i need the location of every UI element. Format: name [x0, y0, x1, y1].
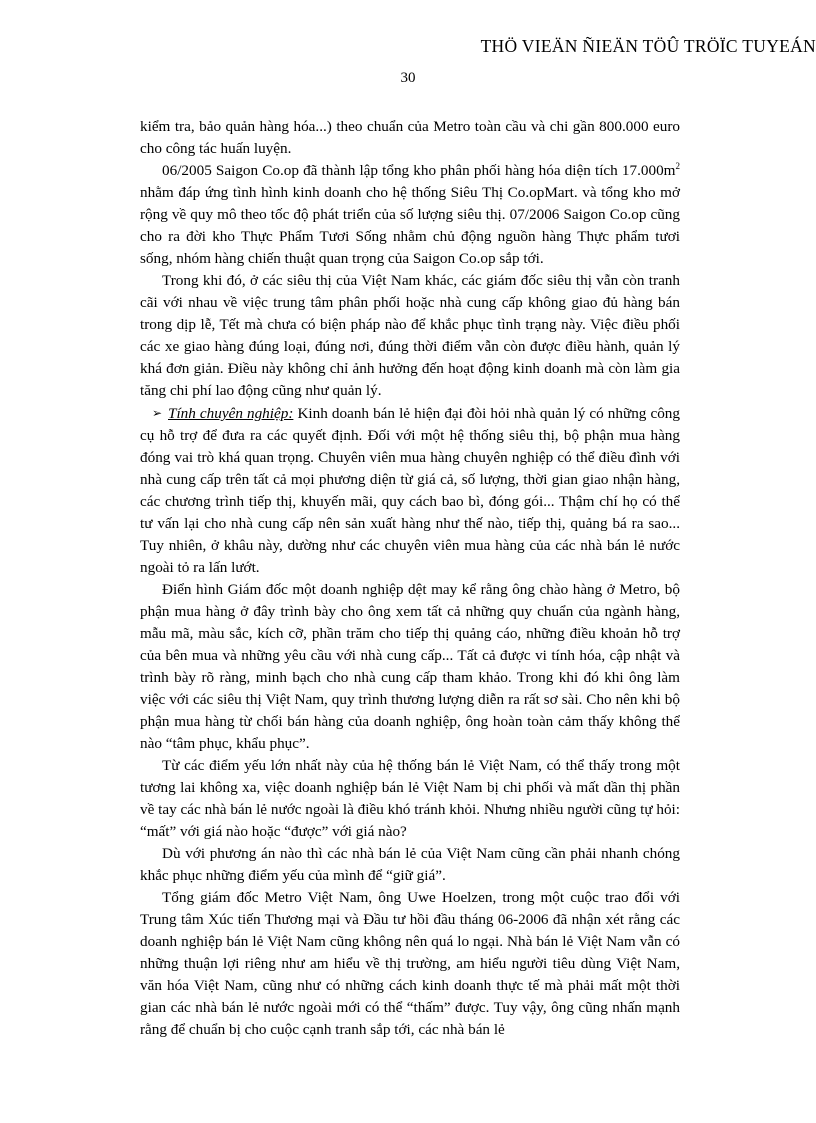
paragraph-3: Trong khi đó, ở các siêu thị của Việt Nam khác, các giám đốc siêu thị vẫn còn tranh cãi với nhau về việc trung tâm phân phối hoặc nhà cung cấp không giao đủ hàng bán trong dịp lễ, Tết mà chưa có biện pháp nào để khắc phục tình trạng này. Việc điều phối các xe giao hàng đúng loại, đúng nơi, đúng thời điểm vẫn còn được điều hành, quản lý khá đơn giản. Điều này không chỉ ảnh hưởng đến hoạt động kinh doanh mà còn làm gia tăng chi phí lao động cũng như quản lý.: [140, 272, 680, 399]
document-body: [140, 116, 680, 1041]
bullet-paragraph: [140, 402, 680, 579]
bullet-term: Tính chuyên nghiệp:: [168, 405, 294, 422]
paragraph-5: Điển hình Giám đốc một doanh nghiệp dệt may kể rằng ông chào hàng ở Metro, bộ phận mua hàng ở đây trình bày cho ông xem tất cả những quy chuẩn của ngành hàng, mẫu mã, màu sắc, kích cỡ, phần trăm cho tiếp thị quảng cáo, những điều khoản hỗ trợ của bên mua và những yêu cầu với nhà cung cấp... Tất cả được vi tính hóa, cập nhật và trình bày rõ ràng, minh bạch cho nhà cung cấp tham khảo. Trong khi đó khi ông làm việc với các siêu thị Việt Nam, quy trình thương lượng diễn ra rất sơ sài. Cho nên khi bộ phận mua hàng từ chối bán hàng của doanh nghiệp, ông hoàn toàn cảm thấy không thể nào “tâm phục, khẩu phục”.: [140, 581, 680, 752]
page-number: 30: [400, 70, 416, 86]
paragraph-2-text-b: nhằm đáp ứng tình hình kinh doanh cho hệ thống Siêu Thị Co.opMart. và tổng kho mở rộng về quy mô theo tốc độ phát triển của số lượng siêu thị. 07/2006 Saigon Co.op cũng cho ra đời kho Thực Phẩm Tươi Sống nhằm chủ động nguồn hàng Thực phẩm tươi sống, nhóm hàng chiến thuật quan trọng của Saigon Co.op sắp tới.: [140, 184, 680, 267]
paragraph-8: Tổng giám đốc Metro Việt Nam, ông Uwe Hoelzen, trong một cuộc trao đổi với Trung tâm Xúc tiến Thương mại và Đầu tư hồi đầu tháng 06-2006 đã nhận xét rằng các doanh nghiệp bán lẻ Việt Nam cũng không nên quá lo ngại. Nhà bán lẻ Việt Nam vẫn có những thuận lợi riêng như am hiểu về thị trường, am hiểu người tiêu dùng Việt Nam, văn hóa Việt Nam, cũng như có những cách kinh doanh thực tế mà phải mất một thời gian các nhà bán lẻ nước ngoài mới có thể “thấm” được. Tuy vậy, ông cũng nhấn mạnh rằng để chuẩn bị cho cuộc cạnh tranh sắp tới, các nhà bán lẻ: [140, 889, 680, 1038]
bullet-text: Kinh doanh bán lẻ hiện đại đòi hỏi nhà quản lý có những công cụ hỗ trợ để đưa ra các quyết định. Đối với một hệ thống siêu thị, bộ phận mua hàng đóng vai trò khá quan trọng. Chuyên viên mua hàng chuyên nghiệp có thể điều đình với nhà cung cấp trên tất cả mọi phương diện từ giá cả, số lượng, thời gian giao nhận hàng, các chương trình tiếp thị, khuyến mãi, quy cách bao bì, đóng gói... Thậm chí họ có thể tư vấn lại cho nhà cung cấp nên sản xuất hàng như thế nào, tiếp thị, quảng bá ra sao... Tuy nhiên, ở khâu này, dường như các chuyên viên mua hàng của các nhà bán lẻ nước ngoài tỏ ra lấn lướt.: [140, 405, 680, 576]
superscript-2: 2: [675, 160, 680, 171]
paragraph-2-text-a: 06/2005 Saigon Co.op đã thành lập tổng kho phân phối hàng hóa diện tích 17.000m: [162, 162, 676, 179]
paragraph-2: [140, 160, 680, 270]
paragraph-1: kiểm tra, bảo quản hàng hóa...) theo chuẩn của Metro toàn cầu và chi gần 800.000 euro cho công tác huấn luyện.: [140, 118, 680, 157]
paragraph-6: Từ các điểm yếu lớn nhất này của hệ thống bán lẻ Việt Nam, có thể thấy trong một tương lai không xa, việc doanh nghiệp bán lẻ Việt Nam bị chi phối và mất dần thị phần về tay các nhà bán lẻ nước ngoài là điều khó tránh khỏi. Nhưng nhiều người cũng tự hỏi: “mất” với giá nào hoặc “được” với giá nào?: [140, 757, 680, 840]
paragraph-7: Dù với phương án nào thì các nhà bán lẻ của Việt Nam cũng cần phải nhanh chóng khắc phục những điểm yếu của mình để “giữ giá”.: [140, 845, 680, 884]
running-header: THÖ VIEÄN ÑIEÄN TÖÛ TRÖÏC TUYEÁN: [480, 36, 816, 56]
arrow-bullet-icon: ➢: [151, 406, 162, 420]
